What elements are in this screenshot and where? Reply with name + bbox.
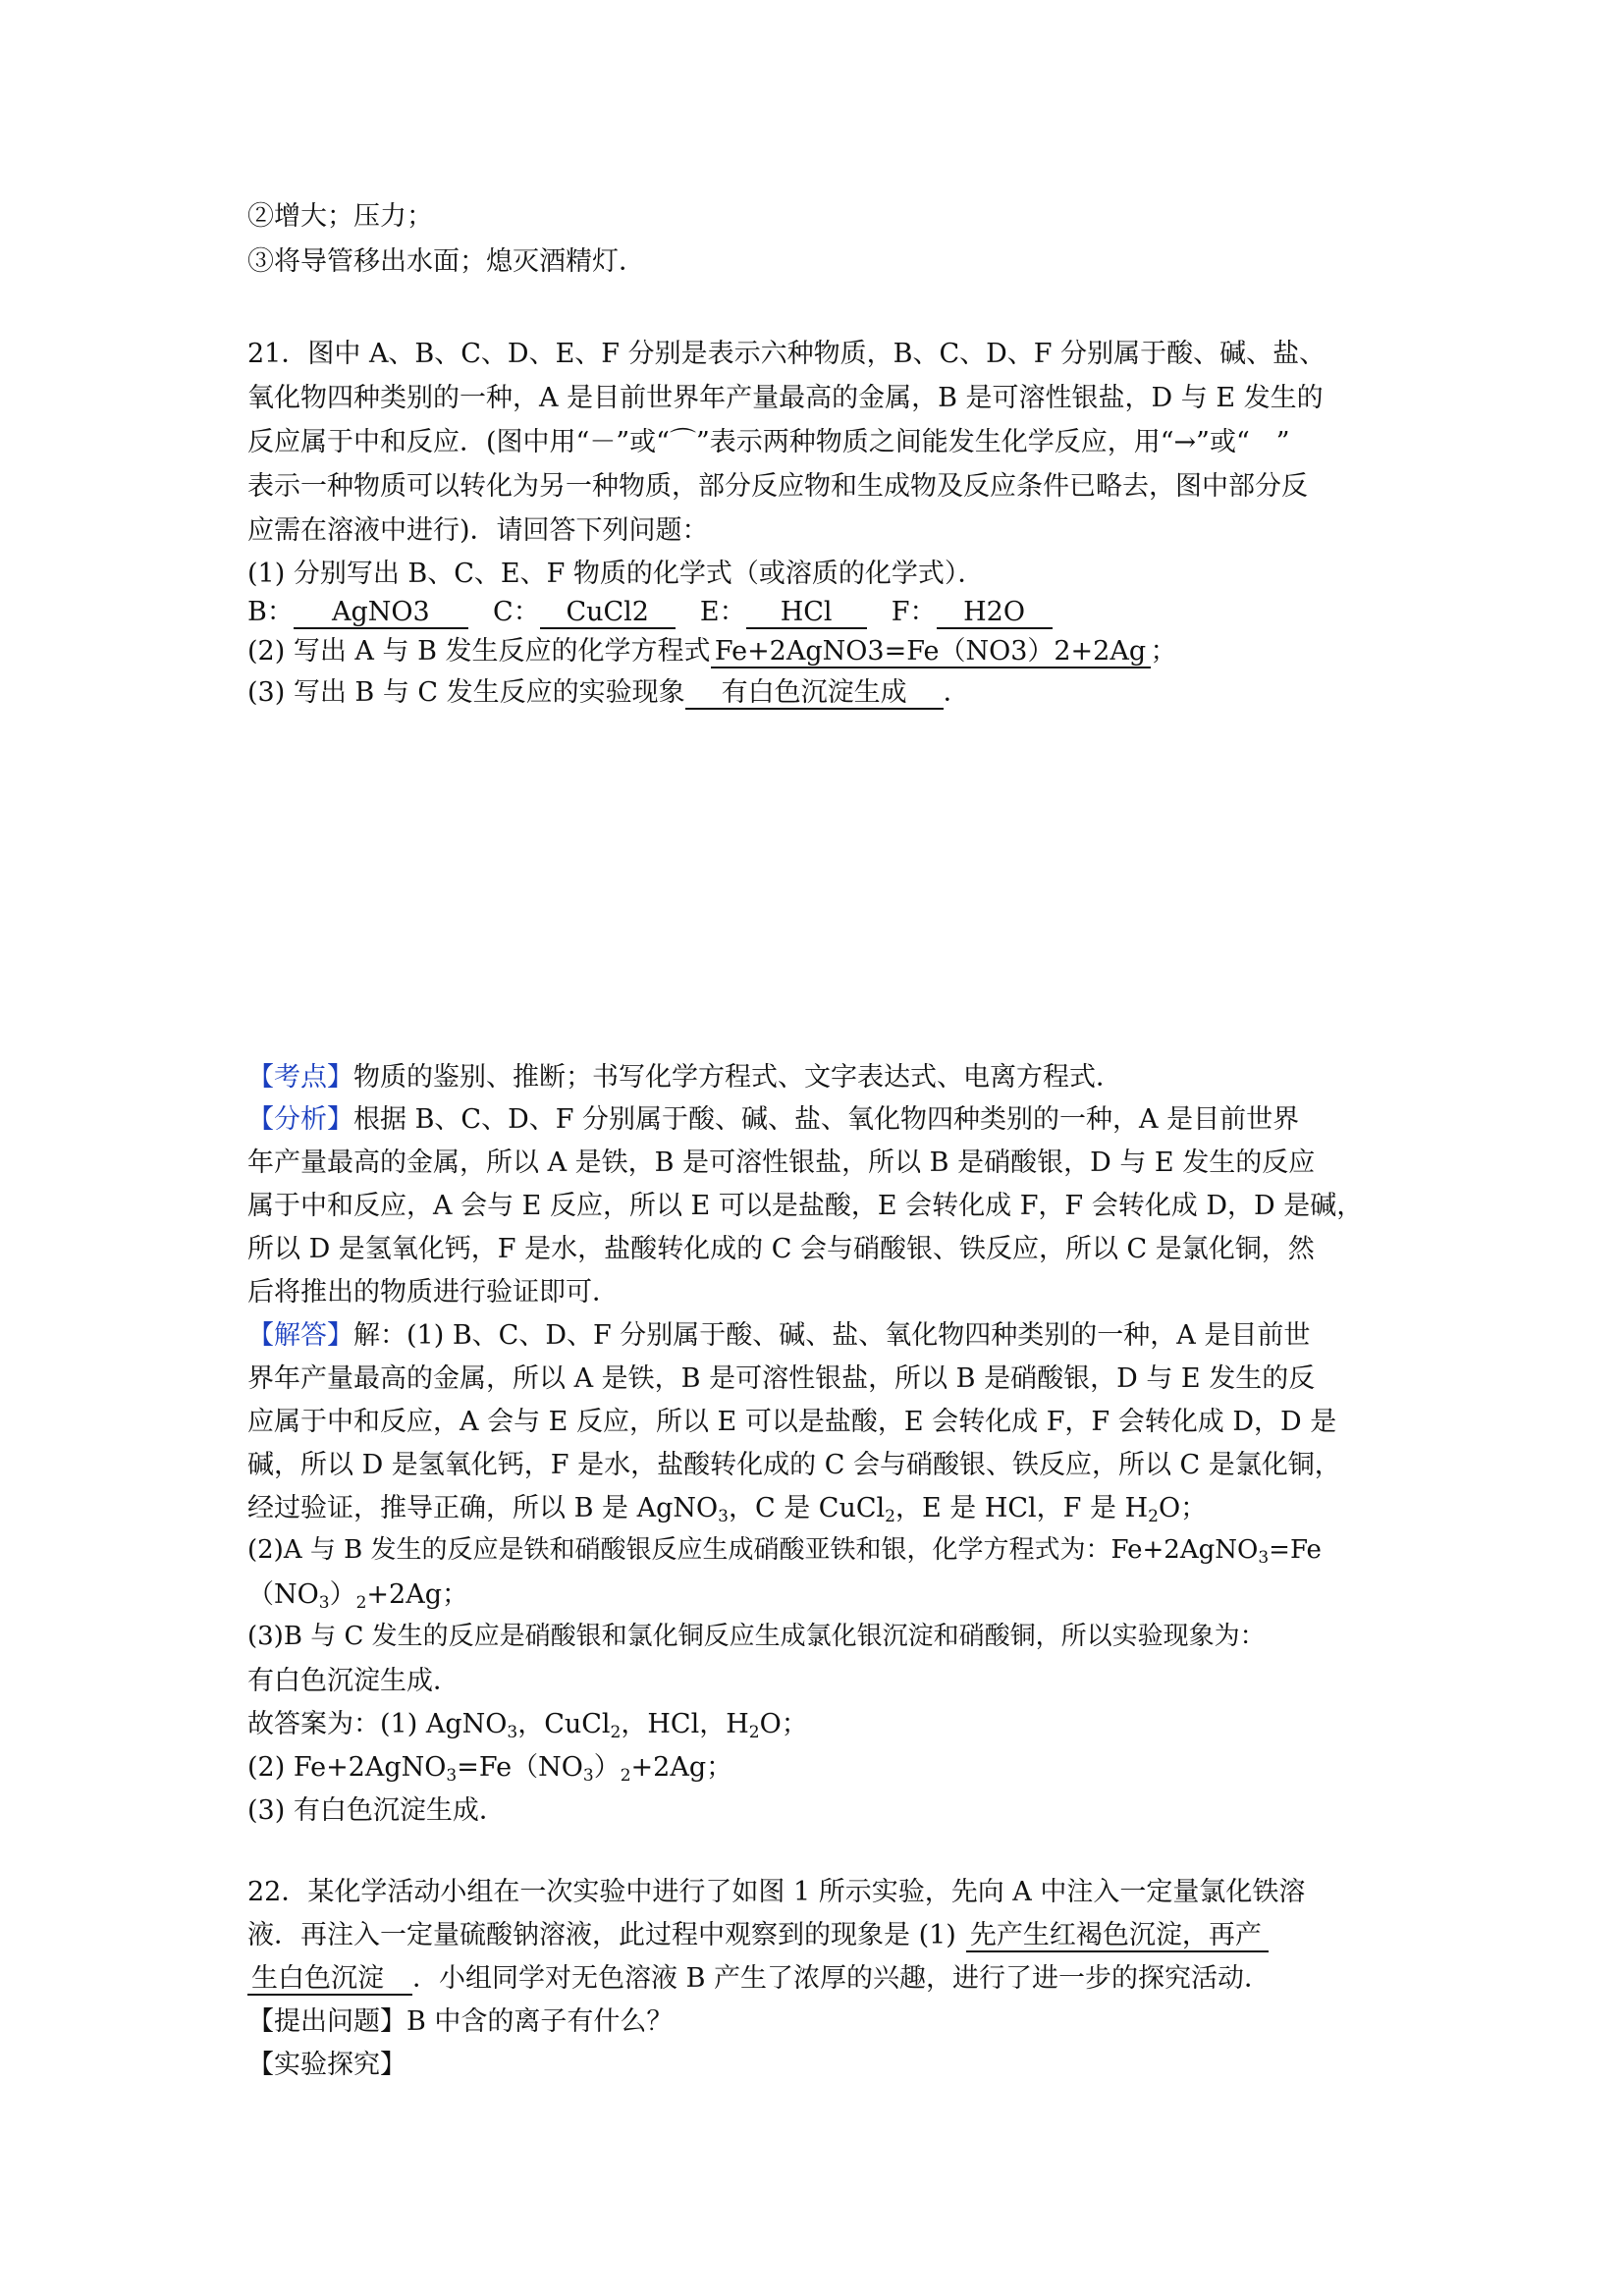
jieda-line-3: 应属于中和反应，A 会与 E 反应，所以 E 可以是盐酸，E 会转化成 F，F 会转化成 D，D 是 xyxy=(247,1407,1337,1437)
jieda-tag: 【解答】 xyxy=(247,1320,353,1351)
e-answer: HCl xyxy=(746,597,867,629)
sub-2: 2 xyxy=(1148,1507,1159,1526)
q22-line-1: 22．某化学活动小组在一次实验中进行了如图 1 所示实验，先向 A 中注入一定量氯化铁溶 xyxy=(247,1877,1306,1907)
q22-line-5: 【实验探究】 xyxy=(247,2050,406,2080)
verify-o: O； xyxy=(1158,1493,1208,1523)
f-label: F： xyxy=(891,597,937,627)
fenxi-line-2: 年产量最高的金属，所以 A 是铁，B 是可溶性银盐，所以 B 是硝酸银，D 与 E 发生的反应 xyxy=(247,1148,1316,1178)
sub2-prompt: (2) 写出 A 与 B 发生反应的化学方程式 xyxy=(247,636,711,667)
q22-answer-part2: 生白色沉淀 xyxy=(247,1963,412,1996)
sub3-prompt: (3) 写出 B 与 C 发生反应的实验现象 xyxy=(247,677,685,708)
sub-3: 3 xyxy=(1258,1548,1270,1568)
q22-line-3 xyxy=(247,1963,1271,1996)
verify-c: ，C 是 CuCl xyxy=(728,1493,886,1523)
sub-2: 2 xyxy=(885,1507,895,1526)
sub2-answer: Fe+2AgNO3=Fe（NO3）2+2Ag xyxy=(711,636,1151,668)
fenxi-text-1: 根据 B、C、D、F 分别属于酸、碱、盐、氧化物四种类别的一种，A 是目前世界 xyxy=(353,1104,1300,1135)
sub3-answer: 有白色沉淀生成 xyxy=(685,677,944,710)
p2-paren: ） xyxy=(329,1579,356,1610)
q22-answer-part1: 先产生红褐色沉淀，再产 xyxy=(966,1920,1269,1952)
fenxi-line-5: 后将推出的物质进行验证即可． xyxy=(247,1277,619,1308)
prev-answer-2: ②增大；压力； xyxy=(247,201,433,232)
fenxi-line-3: 属于中和反应，A 会与 E 反应，所以 E 可以是盐酸，E 会转化成 F，F 会转化成 D，D 是碱， xyxy=(247,1191,1364,1221)
f-answer: H2O xyxy=(937,597,1053,629)
ans-cucl: ，CuCl xyxy=(517,1709,611,1739)
q21-stem-line-4: 表示一种物质可以转化为另一种物质，部分反应物和生成物及反应条件已略去，图中部分反 xyxy=(247,471,1308,502)
verify-b: 经过验证，推导正确，所以 B 是 AgNO xyxy=(247,1493,719,1523)
ans2-no: =Fe（NO xyxy=(457,1752,583,1783)
sub-3: 3 xyxy=(507,1723,518,1742)
sub-2: 2 xyxy=(620,1766,631,1786)
jieda-line-1 xyxy=(247,1320,1310,1351)
verify-e: ，E 是 HCl，F 是 H xyxy=(894,1493,1149,1523)
jieda-line-4: 碱，所以 D 是氢氧化钙，F 是水，盐酸转化成的 C 会与硝酸银、铁反应，所以 C 是氯化铜， xyxy=(247,1450,1341,1480)
sub-3: 3 xyxy=(446,1766,458,1786)
q22-line-2 xyxy=(247,1920,1269,1952)
e-label: E： xyxy=(699,597,746,627)
jieda-text-1: 解：(1) B、C、D、F 分别属于酸、碱、盐、氧化物四种类别的一种，A 是目前世 xyxy=(353,1320,1311,1351)
ans2-ag: +2Ag； xyxy=(630,1752,733,1783)
jieda-verify-line xyxy=(247,1493,1208,1526)
p2-line-1 xyxy=(247,1536,1322,1566)
sub3-suffix: ． xyxy=(943,677,970,708)
q22-prompt: 液．再注入一定量硫酸钠溶液，此过程中观察到的现象是 (1) xyxy=(247,1920,956,1950)
p3-line-2: 有白色沉淀生成． xyxy=(247,1666,460,1696)
ans-end: O； xyxy=(759,1709,808,1739)
ans-intro: 故答案为：(1) AgNO xyxy=(247,1709,508,1739)
q21-sub1: (1) 分别写出 B、C、E、F 物质的化学式（或溶质的化学式）． xyxy=(247,559,985,589)
p2-line-2 xyxy=(247,1579,469,1613)
q21-stem-line-2: 氧化物四种类别的一种，A 是目前世界年产量最高的金属，B 是可溶性银盐，D 与 E 发生的 xyxy=(247,383,1324,413)
q21-sub3 xyxy=(247,677,970,710)
sub-3: 3 xyxy=(718,1507,729,1526)
sub-2: 2 xyxy=(355,1593,367,1613)
q21-stem-line-1: 21．图中 A、B、C、D、E、F 分别是表示六种物质，B、C、D、F 分别属于酸、碱、盐、 xyxy=(247,339,1326,369)
p3-line-1: (3)B 与 C 发生的反应是硝酸银和氯化铜反应生成氯化银沉淀和硝酸铜，所以实验现象为： xyxy=(247,1622,1266,1651)
c-answer: CuCl2 xyxy=(540,597,676,629)
sub-2: 2 xyxy=(610,1723,622,1742)
sub-2: 2 xyxy=(748,1723,760,1742)
answer-summary-1 xyxy=(247,1709,808,1742)
p2-end: =Fe xyxy=(1269,1535,1322,1565)
q22-suffix: ．小组同学对无色溶液 B 产生了浓厚的兴趣，进行了进一步的探究活动． xyxy=(412,1963,1272,1994)
sub-3: 3 xyxy=(318,1593,330,1613)
ans-hcl: ，HCl，H xyxy=(621,1709,749,1739)
fenxi-tag: 【分析】 xyxy=(247,1104,353,1135)
q22-line-4: 【提出问题】B 中含的离子有什么？ xyxy=(247,2006,674,2037)
fenxi-line-4: 所以 D 是氢氧化钙，F 是水，盐酸转化成的 C 会与硝酸银、铁反应，所以 C 是氯化铜，然 xyxy=(247,1234,1315,1264)
answer-summary-2 xyxy=(247,1752,733,1786)
c-label: C： xyxy=(493,597,540,627)
answer-summary-3: (3) 有白色沉淀生成． xyxy=(247,1795,506,1826)
p2-text: (2)A 与 B 发生的反应是铁和硝酸银反应生成硝酸亚铁和银，化学方程式为：Fe+2AgNO xyxy=(247,1535,1259,1565)
sub-3: 3 xyxy=(582,1766,594,1786)
kaodian-line xyxy=(247,1062,1122,1093)
b-label: B： xyxy=(247,597,294,627)
q21-stem-line-5: 应需在溶液中进行)．请回答下列问题： xyxy=(247,515,709,546)
kaodian-text: 物质的鉴别、推断；书写化学方程式、文字表达式、电离方程式． xyxy=(353,1062,1122,1093)
q21-sub2 xyxy=(247,636,1177,668)
prev-answer-3: ③将导管移出水面；熄灭酒精灯． xyxy=(247,246,645,277)
ans2-fe: (2) Fe+2AgNO xyxy=(247,1752,447,1783)
p2-ag: +2Ag； xyxy=(366,1579,469,1610)
kaodian-tag: 【考点】 xyxy=(247,1062,353,1093)
p2-no: （NO xyxy=(247,1579,319,1610)
jieda-line-2: 界年产量最高的金属，所以 A 是铁，B 是可溶性银盐，所以 B 是硝酸银，D 与 E 发生的反 xyxy=(247,1363,1316,1394)
q21-stem-line-3: 反应属于中和反应．(图中用“－”或“⌒”表示两种物质之间能发生化学反应，用“→”或“ ” xyxy=(247,427,1290,457)
b-answer: AgNO3 xyxy=(294,597,468,629)
q21-formula-line xyxy=(247,597,1053,629)
sub2-suffix: ； xyxy=(1150,636,1177,667)
fenxi-line-1 xyxy=(247,1104,1299,1135)
ans2-paren: ） xyxy=(593,1752,621,1783)
